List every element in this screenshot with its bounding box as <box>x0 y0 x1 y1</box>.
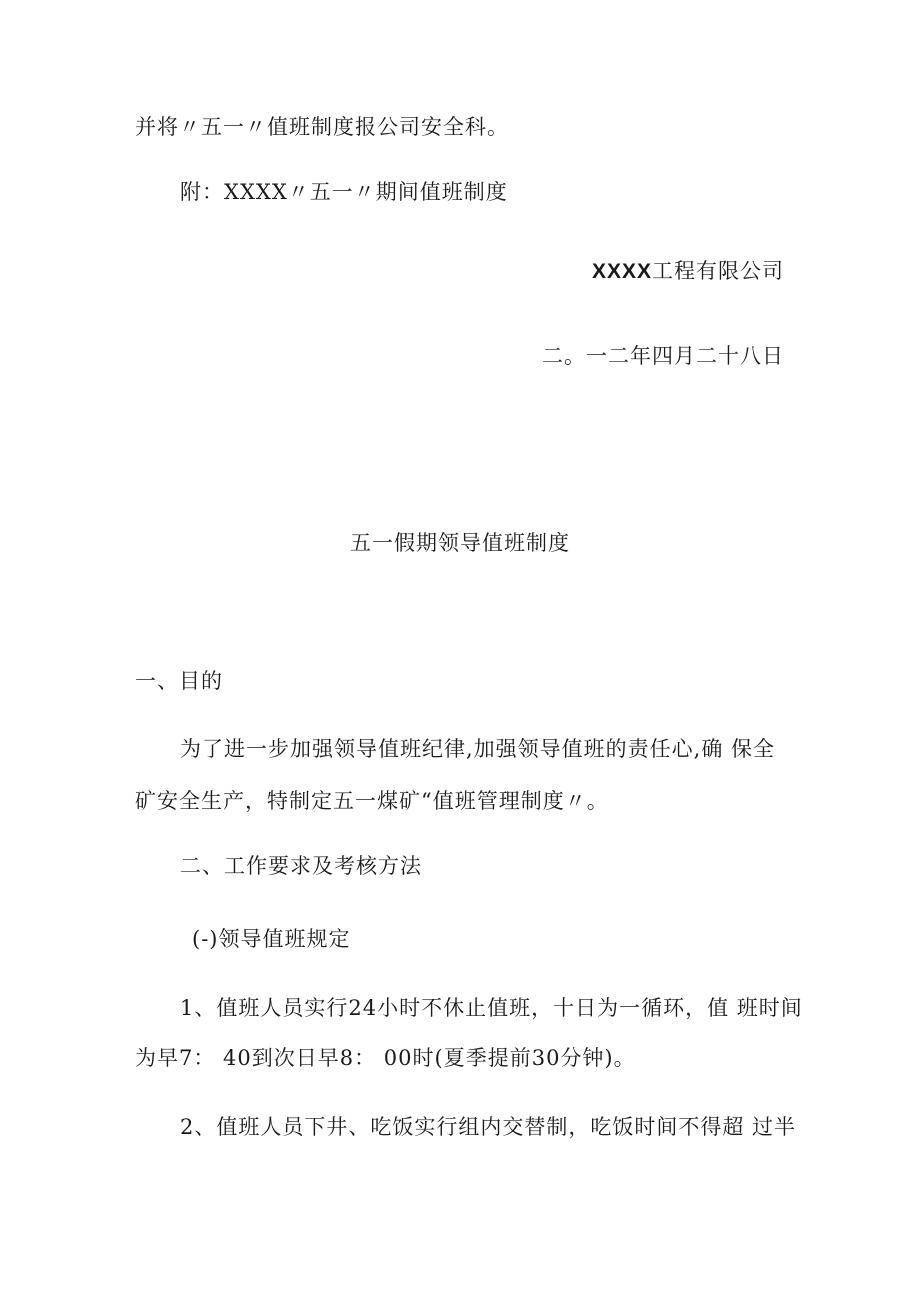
rule-item-2-line-1: 2、值班人员下井、吃饭实行组内交替制，吃饭时间不得超 过半 <box>180 1115 797 1139</box>
company-signature-latin: XXXX <box>591 260 652 283</box>
section-heading-purpose: 一、目的 <box>135 669 223 693</box>
rule-item-1-line-1: 1、值班人员实行24小时不休止值班，十日为一循环，值 班时间 <box>180 996 803 1020</box>
continuation-line: 并将〃五一〃值班制度报公司安全科。 <box>135 115 509 139</box>
section-heading-requirements: 二、工作要求及考核方法 <box>180 854 422 878</box>
document-date: 二。一二年四月二十八日 <box>542 344 784 368</box>
purpose-paragraph-line-2: 矿安全生产，特制定五一煤矿“值班管理制度〃。 <box>135 789 609 813</box>
page-title: 五一假期领导值班制度 <box>350 531 570 555</box>
attachment-line: 附：XXXX〃五一〃期间值班制度 <box>180 180 508 204</box>
company-signature <box>592 256 784 287</box>
purpose-paragraph-line-1: 为了进一步加强领导值班纪律,加强领导值班的责任心,确 保全 <box>180 737 776 761</box>
rule-item-1-line-2: 为早7： 40到次日早8： 00时(夏季提前30分钟)。 <box>135 1046 636 1070</box>
company-signature-name: 工程有限公司 <box>652 259 784 283</box>
subsection-heading-duty-rules: (-)领导值班规定 <box>192 927 351 951</box>
